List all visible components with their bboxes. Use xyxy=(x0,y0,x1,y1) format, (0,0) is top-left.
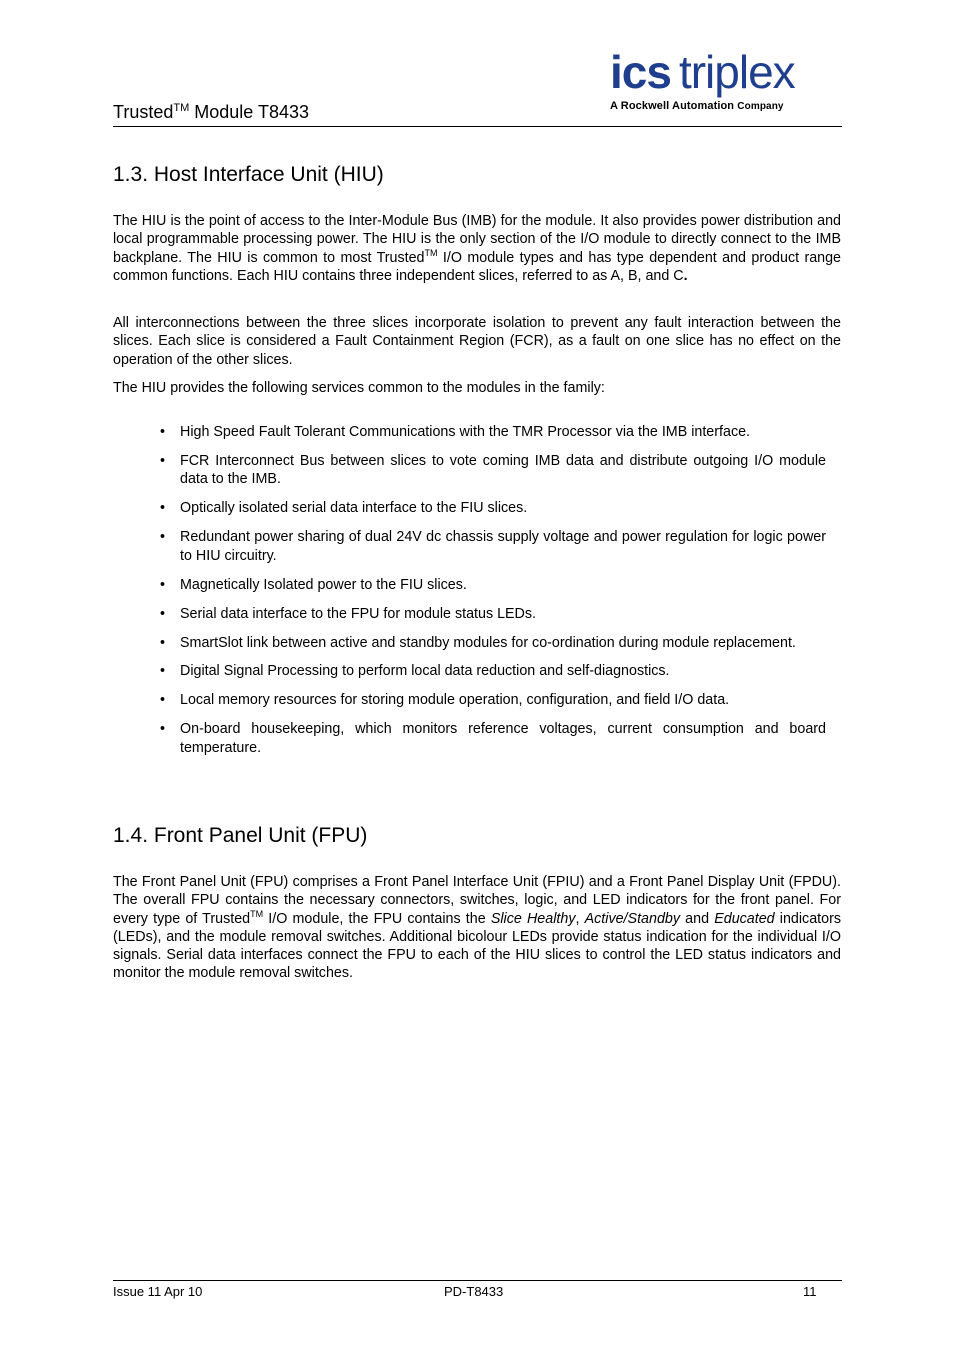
hiu-p1-text-c: . xyxy=(683,267,688,284)
bullet-icon: • xyxy=(160,605,166,622)
logo-tagline-main: A Rockwell Automation xyxy=(610,100,735,112)
bullet-icon: • xyxy=(160,634,166,651)
logo-tagline xyxy=(610,100,845,112)
active-standby-term: Active/Standby xyxy=(584,910,680,927)
list-item-text: Local memory resources for storing module operation, configuration, and field I/O data. xyxy=(180,692,730,709)
hiu-p1-text-b: I/O module types and has type dependent and product range common functions. Each HIU contains three independent slices, referred to as A, B, and C xyxy=(113,249,842,284)
section-heading-hiu: 1.3. Host Interface Unit (HIU) xyxy=(113,163,384,186)
footer-rule xyxy=(113,1280,842,1281)
bullet-icon: • xyxy=(160,576,166,593)
list-item xyxy=(160,423,826,441)
bullet-icon: • xyxy=(160,692,166,709)
trademark-mark: TM xyxy=(173,102,190,114)
slice-healthy-term: Slice Healthy xyxy=(490,910,576,927)
bullet-icon: • xyxy=(160,721,166,738)
list-item xyxy=(160,528,826,565)
list-item-text: Digital Signal Processing to perform local data reduction and self-diagnostics. xyxy=(180,663,670,680)
fpu-paragraph-1 xyxy=(113,873,841,983)
list-item xyxy=(160,634,826,652)
list-item xyxy=(160,576,826,594)
product-name: Trusted xyxy=(113,102,174,122)
list-item xyxy=(160,662,826,680)
educated-term: Educated xyxy=(714,910,775,927)
list-item-text: SmartSlot link between active and standby modules for co-ordination during module replacement. xyxy=(180,634,796,651)
list-item xyxy=(160,720,826,757)
footer-document-id: PD-T8433 xyxy=(444,1284,504,1299)
logo-ics: ics xyxy=(610,46,671,98)
fpu-p1-text-e: indicators (LEDs), and the module removal switches. Additional bicolour LEDs provide status indication for the individual I/O signals. Serial data interfaces connect the FPU to each of the HIU slices to control the LED status indicators and monitor the module removal switches. xyxy=(113,910,841,982)
list-item-text: FCR Interconnect Bus between slices to vote coming IMB data and distribute outgoing I/O module data to the IMB. xyxy=(180,452,826,488)
footer-issue: Issue 11 Apr 10 xyxy=(113,1284,203,1299)
list-item-text: Optically isolated serial data interface to the FIU slices. xyxy=(180,500,528,517)
hiu-paragraph-1 xyxy=(113,212,841,285)
fpu-p1-text-a: The Front Panel Unit (FPU) comprises a Front Panel Interface Unit (FPIU) and a Front Panel Display Unit (FPDU). The overall FPU contains the necessary connectors, switches, logic, and LED indicators for the front panel. For every type of Trusted xyxy=(113,874,841,927)
bullet-icon: • xyxy=(160,663,166,680)
logo-wordmark xyxy=(610,46,845,98)
trademark-mark: TM xyxy=(424,247,438,258)
fpu-p1-text-d: and xyxy=(680,910,715,927)
list-item-text: Serial data interface to the FPU for module status LEDs. xyxy=(180,605,537,622)
bullet-icon: • xyxy=(160,452,166,469)
trademark-mark: TM xyxy=(250,908,264,919)
fpu-p1-text-c: , xyxy=(575,910,585,927)
logo-triplex: triplex xyxy=(678,46,795,98)
hiu-services-list xyxy=(160,423,826,768)
list-item xyxy=(160,499,826,517)
list-item-text: Magnetically Isolated power to the FIU slices. xyxy=(180,576,467,593)
logo-tagline-company: Company xyxy=(737,101,784,112)
document-title xyxy=(113,101,309,123)
hiu-p1-text-a: The HIU is the point of access to the Inter-Module Bus (IMB) for the module. It also provides power distribution and local programmable processing power. The HIU is the only section of the I/O module to directly connect to the IMB backplane. The HIU is common to most Trusted xyxy=(113,213,841,266)
list-item-text: On-board housekeeping, which monitors reference voltages, current consumption and board temperature. xyxy=(180,721,826,756)
list-item-text: High Speed Fault Tolerant Communications with the TMR Processor via the IMB interface. xyxy=(180,424,751,440)
section-heading-fpu: 1.4. Front Panel Unit (FPU) xyxy=(113,824,368,847)
hiu-paragraph-3: The HIU provides the following services common to the modules in the family: xyxy=(113,380,605,396)
bullet-icon: • xyxy=(160,529,166,546)
bullet-icon: • xyxy=(160,500,166,517)
ics-triplex-logo xyxy=(610,46,845,112)
hiu-paragraph-2: All interconnections between the three slices incorporate isolation to prevent any fault interaction between the slices. Each slice is considered a Fault Containment Region (FCR), as a fault on one slice has no effect on the operation of the other slices. xyxy=(113,315,841,368)
list-item xyxy=(160,605,826,623)
module-name: Module T8433 xyxy=(189,102,310,122)
bullet-icon: • xyxy=(160,424,166,440)
fpu-p1-text-b: I/O module, the FPU contains the xyxy=(263,910,491,927)
header-rule xyxy=(113,126,842,127)
footer-page-number: 11 xyxy=(803,1284,817,1299)
list-item xyxy=(160,452,826,489)
list-item-text: Redundant power sharing of dual 24V dc chassis supply voltage and power regulation for logic power to HIU circuitry. xyxy=(180,529,826,564)
list-item xyxy=(160,691,826,709)
